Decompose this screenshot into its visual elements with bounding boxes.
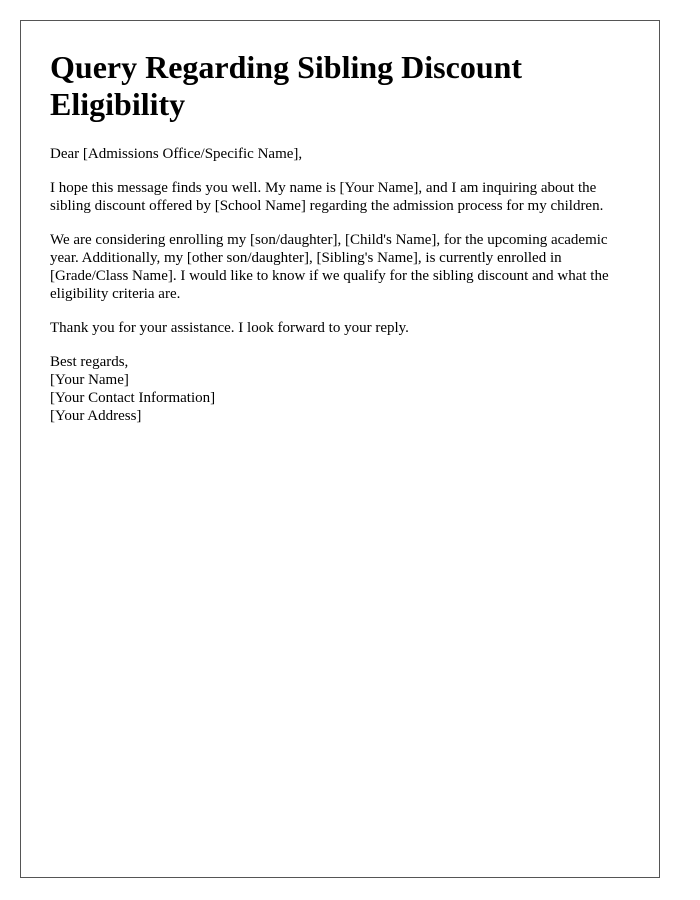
sign-off: Best regards,: [50, 354, 129, 370]
salutation: Dear [Admissions Office/Specific Name],: [50, 146, 303, 162]
letter-content: [50, 49, 640, 425]
paragraph-enrollment: We are considering enrolling my [son/daughter], [Child's Name], for the upcoming academic year. Additionally, my [other son/daughter], [Sibling's Name], is currently enrolled in [Grade/Class Name]. I would like to know if we qualify for the sibling discount and what the eligibility criteria are.: [50, 232, 609, 302]
paragraph-intro: I hope this message finds you well. My name is [Your Name], and I am inquiring about the sibling discount offered by [School Name] regarding the admission process for my children.: [50, 180, 604, 214]
sender-name: [Your Name]: [50, 372, 129, 388]
sender-contact: [Your Contact Information]: [50, 390, 216, 406]
sender-address: [Your Address]: [50, 408, 142, 424]
letter-title: Query Regarding Sibling Discount Eligibility: [50, 49, 523, 122]
closing-block: [50, 353, 640, 425]
paragraph-thanks: Thank you for your assistance. I look forward to your reply.: [50, 320, 409, 336]
letter-page: [20, 20, 660, 878]
